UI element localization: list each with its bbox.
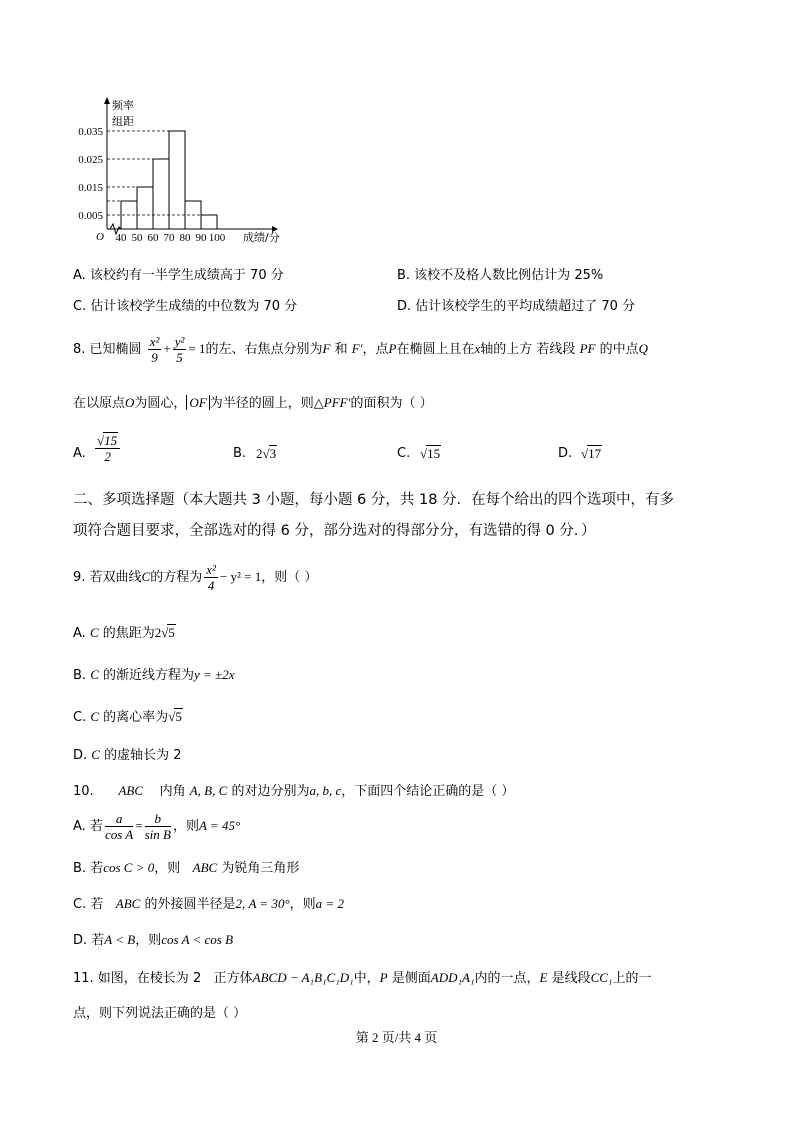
q11-stem-line1: 11. 如图，在棱长为 2 正方体ABCD − A₁B₁C₁D₁中，P 是侧面ADD₁A₁内的一点，E 是线段CC₁上的一 xyxy=(73,970,652,986)
x-tick-label: 50 xyxy=(131,232,143,244)
section2-heading-line1: 二、多项选择题（本大题共 3 小题，每小题 6 分，共 18 分．在每个给出的四个选项中，有多 xyxy=(73,492,675,508)
q8-stem-line1: 8. 已知椭圆 $\frac{\text{x²}}{9}$ + $\frac{\text{y²}}{5}$ = 1的左、右焦点分别为F 和 F′，点P在椭圆上且在x轴的上方 若线段 PF 的中点Q xyxy=(73,334,649,365)
q7-option-d: D. 估计该校学生的平均成绩超过了 70 分 xyxy=(397,299,636,314)
q7-option-c: C. 估计该校学生成绩的中位数为 70 分 xyxy=(73,299,298,314)
q8-option-b-value: 2√3 xyxy=(256,446,277,461)
frequency-histogram xyxy=(60,92,310,252)
x-tick-label: 70 xyxy=(163,232,175,244)
q9-option-b: B. C 的渐近线方程为y = ±2x xyxy=(73,667,235,683)
q8-option-d-value: √17 xyxy=(581,446,602,461)
q8-abs-OF: OF xyxy=(186,395,209,410)
q7-option-a: A. 该校约有一半学生成绩高于 70 分 xyxy=(73,268,284,283)
section2-heading-line2: 项符合题目要求，全部选对的得 6 分，部分选对的得部分分，有选错的得 0 分．） xyxy=(73,523,596,539)
y-tick-label: 0.005 xyxy=(78,210,103,222)
page-footer: 第 2 页/共 4 页 xyxy=(355,1030,438,1045)
y-tick-label: 0.015 xyxy=(78,182,103,194)
q7-option-b: B. 该校不及格人数比例估计为 25% xyxy=(397,268,604,283)
q10-option-b: B. 若cos C > 0，则 ABC 为锐角三角形 xyxy=(73,860,300,876)
x-tick-label: 40 xyxy=(115,232,127,244)
y-tick-label: 0.035 xyxy=(78,126,103,138)
q11-stem-line2: 点，则下列说法正确的是（ ） xyxy=(73,1006,247,1021)
q9-stem: 9. 若双曲线C的方程为 $\frac{\text{x²}}{4}$ − y² = 1，则（ ） xyxy=(73,562,318,593)
q8-prefix: 8. 已知椭圆 xyxy=(73,342,142,357)
y-axis-label-top: 频率 xyxy=(112,99,134,112)
q8-frac-x: $\frac{\text{x²}}{9}$ xyxy=(149,334,160,365)
q8-option-a-value: $\frac{√15}{2}$ xyxy=(95,432,120,464)
q10-option-a: A. 若 $\frac{a}{\text{cos A}}$ = $\frac{b}{\text{sin B}}$ ，则A = 45° xyxy=(73,811,241,842)
histogram-bar xyxy=(201,215,217,229)
q10-option-d: D. 若A < B，则cos A < cos B xyxy=(73,932,234,948)
x-axis-label: 成绩/分 xyxy=(243,231,280,244)
x-tick-label: 80 xyxy=(179,232,191,244)
histogram-bar xyxy=(169,131,185,229)
q10-stem: 10. ABC 内角 A, B, C 的对边分别为a, b, c，下面四个结论正确的是（ ） xyxy=(73,783,515,799)
q8-options: A. $\frac{√15}{2}$ B. 2√3 C. √15 D. √17 xyxy=(73,433,602,464)
x-tick-label: 90 xyxy=(195,232,207,244)
q8-stem-line2: 在以原点O为圆心， OF 为半径的圆上，则△PFF′的面积为（ ） xyxy=(73,395,433,411)
q9-option-d: D. C 的虚轴长为 2 xyxy=(73,747,182,763)
q9-option-c: C. C 的离心率为√5 xyxy=(73,709,182,725)
histogram-bar xyxy=(153,159,169,229)
x-tick-label: 60 xyxy=(147,232,159,244)
y-tick-label: 0.025 xyxy=(78,154,103,166)
q9-option-a: A. C 的焦距为2√5 xyxy=(73,625,175,641)
y-axis-arrow xyxy=(104,97,110,104)
origin-label: O xyxy=(96,231,104,243)
histogram-bar xyxy=(137,187,153,229)
y-axis-label-bottom: 组距 xyxy=(112,115,134,128)
histogram-marks xyxy=(78,97,278,244)
x-tick-label: 100 xyxy=(208,232,226,244)
q10-option-c: C. 若 ABC 的外接圆半径是2, A = 30°，则a = 2 xyxy=(73,896,344,912)
q8-frac-y: $\frac{\text{y²}}{5}$ xyxy=(174,334,185,365)
q8-option-c-value: √15 xyxy=(420,446,441,461)
